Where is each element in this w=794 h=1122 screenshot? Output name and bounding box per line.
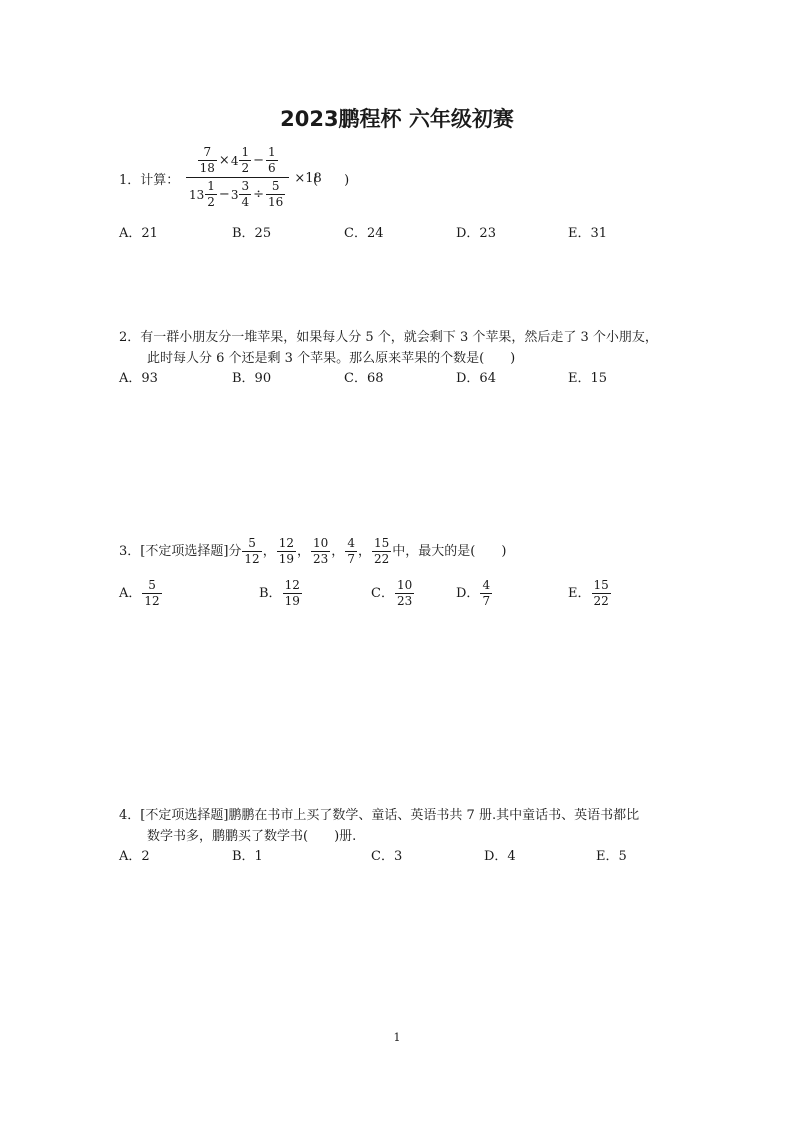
- page-title: 2023鹏程杯 六年级初赛: [280, 107, 514, 131]
- complex-fraction-numerator: [194, 146, 282, 177]
- fraction: $\frac{5}{12}$: [244, 536, 260, 566]
- option-a: A．93: [119, 371, 158, 386]
- times-eighteen: ×18: [294, 171, 322, 186]
- fraction: $\frac{4}{7}$: [347, 536, 355, 566]
- fraction: $\frac{1}{6}$: [268, 145, 276, 175]
- question-4-line-1: 4．[不定项选择题]鹏鹏在书市上买了数学、童话、英语书共 7 册.其中童话书、英语书都比: [119, 808, 640, 823]
- divide-sign: ÷: [253, 187, 265, 202]
- option-c: C．3: [371, 849, 403, 864]
- times-sign: ×: [218, 153, 230, 168]
- fraction: $\frac{15}{22}$: [373, 536, 390, 566]
- option-d: D．64: [456, 371, 496, 386]
- mixed-number: 13 $\frac{1}{2}$: [189, 179, 215, 209]
- question-3-stem: [119, 537, 506, 566]
- comma: ，: [357, 544, 371, 559]
- option-c: C． $\frac{10}{23}$: [371, 578, 413, 608]
- option-a: A．21: [119, 226, 158, 241]
- option-b: B． $\frac{12}{19}$: [259, 578, 300, 608]
- comma: ，: [262, 544, 276, 559]
- complex-fraction-denominator: [186, 177, 289, 209]
- option-c: C．24: [344, 226, 384, 241]
- option-e: E．31: [568, 226, 608, 241]
- option-b: B．25: [232, 226, 272, 241]
- option-b: B．1: [232, 849, 263, 864]
- question-3-suffix: 中，最大的是( ): [392, 544, 507, 559]
- option-d: D． $\frac{4}{7}$: [456, 578, 491, 608]
- mixed-number: 4 $\frac{1}{2}$: [230, 145, 250, 175]
- option-d: D．23: [456, 226, 496, 241]
- minus-sign: −: [253, 153, 265, 168]
- mixed-number: 3 $\frac{3}{4}$: [230, 179, 250, 209]
- fraction: $\frac{5}{16}$: [268, 179, 284, 209]
- question-1-expression: [186, 146, 322, 209]
- option-d: D．4: [484, 849, 516, 864]
- option-c: C．68: [344, 371, 384, 386]
- option-a: A． $\frac{5}{12}$: [119, 578, 160, 608]
- option-b: B．90: [232, 371, 272, 386]
- comma: ，: [331, 544, 345, 559]
- page-number: 1: [393, 1031, 401, 1044]
- complex-fraction: [186, 146, 289, 209]
- option-e: E．5: [596, 849, 627, 864]
- question-1-label: 1．计算：: [119, 173, 180, 188]
- fraction: $\frac{10}{23}$: [313, 536, 329, 566]
- question-2-line-1: 2．有一群小朋友分一堆苹果，如果每人分 5 个，就会剩下 3 个苹果，然后走了 3 个小朋友，: [119, 330, 658, 345]
- option-a: A．2: [119, 849, 150, 864]
- question-4-line-2: 数学书多，鹏鹏买了数学书( )册.: [147, 829, 357, 844]
- option-e: E． $\frac{15}{22}$: [568, 578, 609, 608]
- fraction: $\frac{7}{18}$: [199, 145, 215, 175]
- question-3-prefix: 3．[不定项选择题]分: [119, 544, 242, 559]
- comma: ，: [297, 544, 311, 559]
- fraction: $\frac{12}{19}$: [278, 536, 294, 566]
- minus-sign: −: [218, 187, 230, 202]
- question-2-line-2: 此时每人分 6 个还是剩 3 个苹果。那么原来苹果的个数是( ): [147, 351, 516, 366]
- option-e: E．15: [568, 371, 608, 386]
- answer-paren: ( ): [313, 173, 350, 188]
